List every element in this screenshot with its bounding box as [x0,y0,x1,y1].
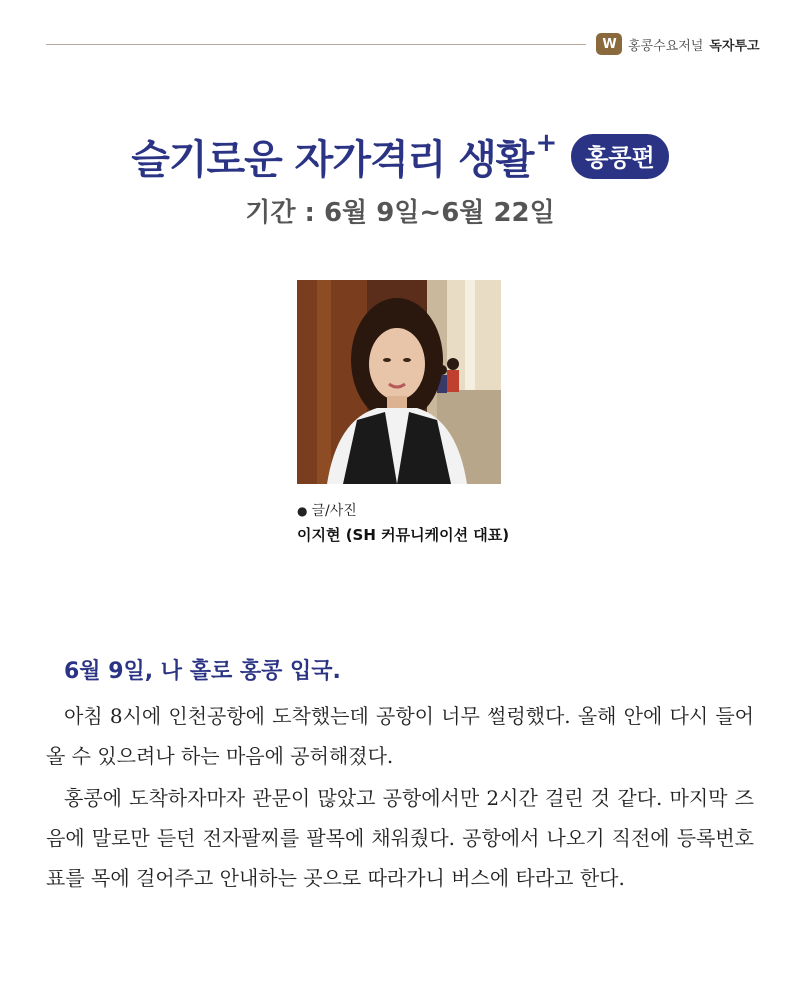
credit-label-text: 글/사진 [311,503,357,519]
bullet-icon: ● [297,504,308,518]
author-credit-label [297,500,357,520]
brand [596,32,760,56]
period-text: 기간 : 6월 9일~6월 22일 [245,198,555,228]
article-heading: 6월 9일, 나 홀로 홍콩 입국. [64,659,341,684]
header-rule [46,44,586,45]
section-label: 독자투고 [709,38,760,54]
author-photo [297,280,501,484]
title-badge: 홍콩편 [571,134,669,179]
brand-name: 홍콩수요저널 [628,38,704,54]
brand-logo-icon: W [596,33,622,55]
article-paragraph: 아침 8시에 인천공항에 도착했는데 공항이 너무 썰렁했다. 올해 안에 다시 들어올 수 있으려나 하는 마음에 공허해졌다. [46,704,754,768]
title-block [0,128,800,185]
title-plus: + [535,127,558,158]
page-title: 슬기로운 자가격리 생활 [131,137,534,183]
article-paragraph: 홍콩에 도착하자마자 관문이 많았고 공항에서만 2시간 걸린 것 같다. 마지막 즈음에 말로만 듣던 전자팔찌를 팔목에 채워줬다. 공항에서 나오기 직전에 등록번호표를 목에 걸어주고 안내하는 곳으로 따라가니 버스에 타라고 한다. [46,786,754,890]
author-name: 이지현 (SH 커뮤니케이션 대표) [297,526,510,544]
